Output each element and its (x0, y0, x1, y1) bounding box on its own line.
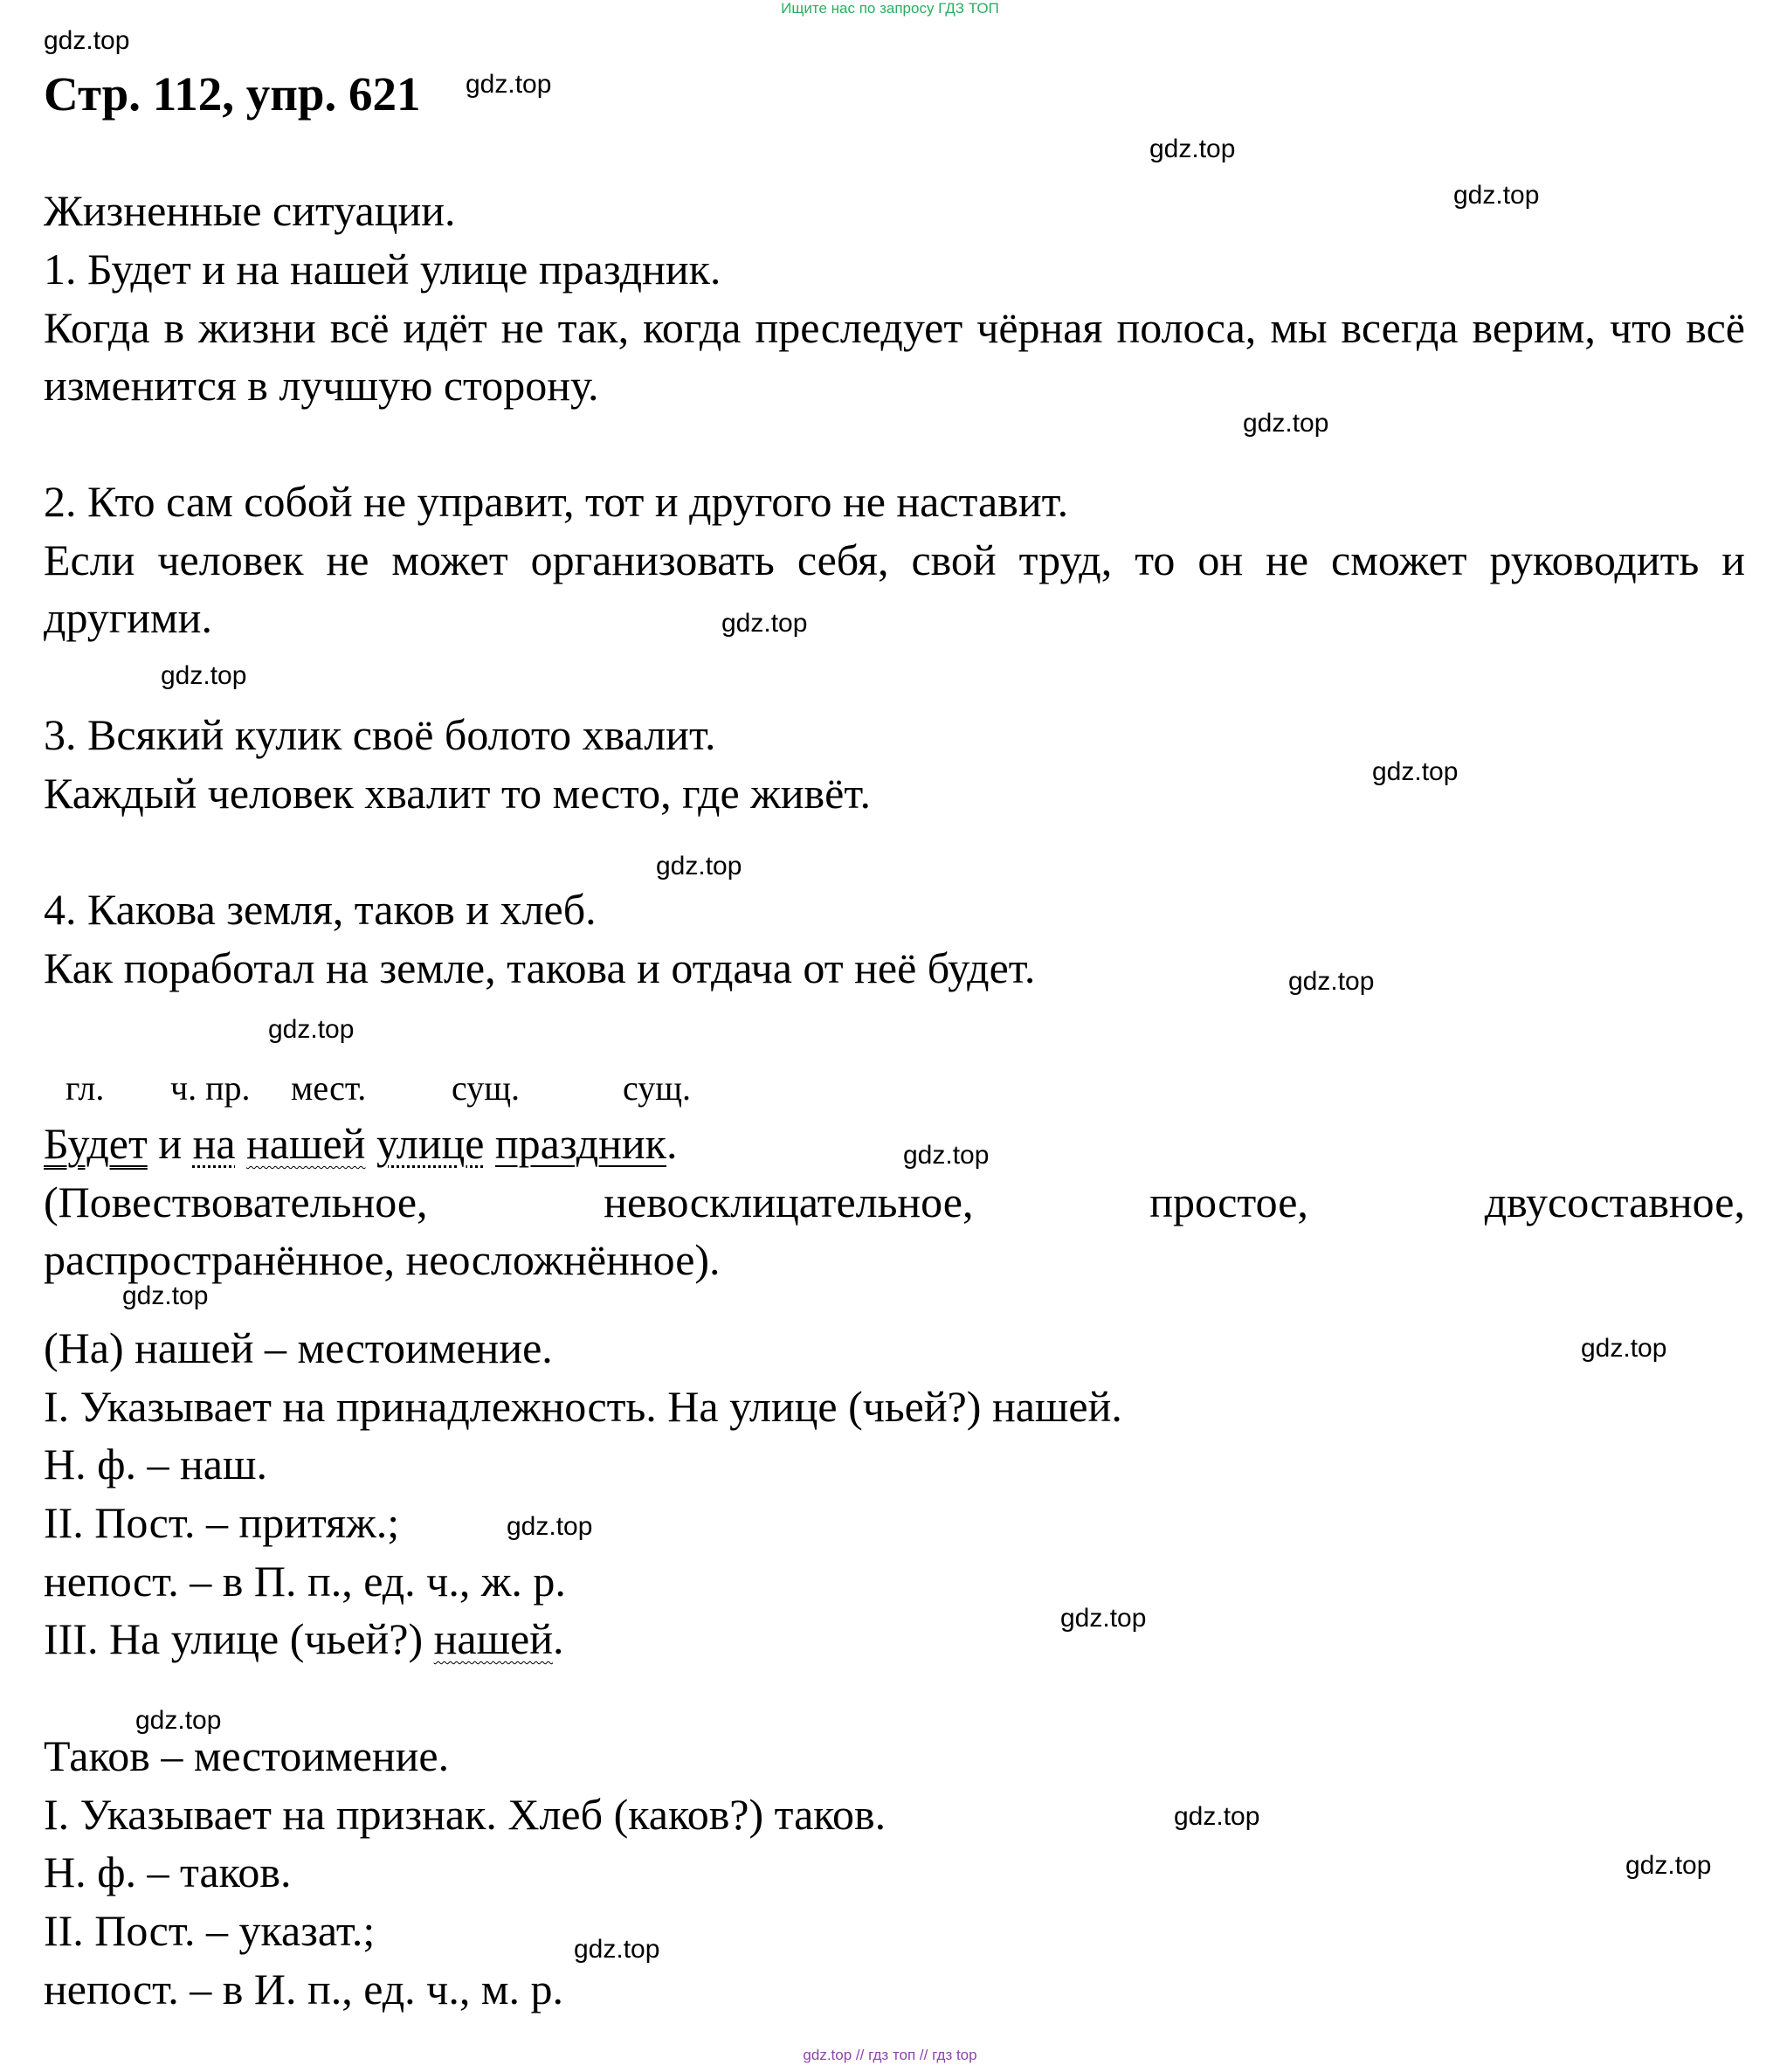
pos-label: сущ. (623, 1068, 692, 1108)
sentence-characteristic-line2: распространённое, неосложнённое). (44, 1235, 721, 1284)
proverb-title: 2. Кто сам собой не управит, тот и другого не наставит. (44, 477, 1069, 526)
watermark: gdz.top (1060, 1604, 1147, 1633)
pos-label: сущ. (452, 1068, 521, 1108)
circumstance-word: на (192, 1119, 236, 1168)
watermark: gdz.top (721, 609, 808, 638)
watermark: gdz.top (122, 1281, 209, 1310)
attribute-word: нашей (433, 1614, 554, 1663)
sentence-characteristic-line1: (Повествовательное, невосклицательное, простое, двусоставное, (44, 1178, 1745, 1226)
pronoun-analysis-line: непост. – в П. п., ед. ч., ж. р. (44, 1557, 566, 1606)
pronoun-analysis-line: II. Пост. – притяж.; (44, 1498, 400, 1547)
attribute-word: нашей (246, 1119, 366, 1168)
proverb-explanation: Когда в жизни всё идёт не так, когда преследует чёрная полоса, мы всегда верим, что всё изменится в лучшую сторону. (44, 303, 1745, 410)
watermark: gdz.top (466, 70, 552, 99)
watermark: gdz.top (507, 1512, 593, 1541)
watermark: gdz.top (574, 1935, 660, 1964)
pronoun-analysis-line: II. Пост. – указат.; (44, 1906, 376, 1955)
predicate-word: Будет (44, 1119, 148, 1168)
watermark: gdz.top (1625, 1851, 1712, 1880)
parsed-sentence: Будет и на нашей улице праздник. (44, 1119, 678, 1168)
circumstance-word: улице (376, 1119, 485, 1168)
proverb-explanation: Каждый человек хвалит то место, где живёт. (44, 769, 871, 818)
pronoun-analysis-title: (На) нашей – местоимение. (44, 1323, 553, 1372)
watermark: gdz.top (161, 661, 247, 690)
proverb-explanation: Как поработал на земле, такова и отдача от неё будет. (44, 943, 1036, 992)
pronoun-analysis-line: I. Указывает на признак. Хлеб (каков?) таков. (44, 1790, 887, 1839)
pos-label: ч. пр. (170, 1068, 251, 1108)
watermark: gdz.top (1581, 1334, 1667, 1363)
watermark: gdz.top (1288, 967, 1375, 996)
top-banner[interactable]: Ищите нас по запросу ГДЗ ТОП (781, 0, 999, 17)
watermark: gdz.top (1453, 181, 1540, 210)
watermark: gdz.top (44, 26, 130, 55)
pronoun-analysis-line: Н. ф. – наш. (44, 1440, 267, 1488)
proverb-explanation: Если человек не может организовать себя, свой труд, то он не сможет руководить и другими. (44, 535, 1745, 642)
bottom-banner[interactable]: gdz.top // гдз топ // гдз top (803, 2047, 977, 2063)
pos-label: мест. (291, 1068, 367, 1108)
watermark: gdz.top (903, 1141, 990, 1170)
page-title: Стр. 112, упр. 621 (44, 67, 421, 121)
pronoun-analysis-line: I. Указывает на принадлежность. На улице (чьей?) нашей. (44, 1382, 1122, 1431)
watermark: gdz.top (1149, 135, 1236, 163)
pos-label: гл. (66, 1068, 105, 1108)
sentence-space: и (147, 1119, 193, 1168)
pronoun-analysis-title: Таков – местоимение. (44, 1731, 450, 1780)
watermark: gdz.top (268, 1015, 355, 1044)
intro-text: Жизненные ситуации. (44, 186, 456, 235)
watermark: gdz.top (135, 1706, 222, 1735)
watermark: gdz.top (1372, 757, 1459, 786)
pronoun-analysis-line: III. На улице (чьей?) нашей. (44, 1614, 564, 1663)
pronoun-analysis-line: Н. ф. – таков. (44, 1848, 292, 1896)
proverb-title: 4. Какова земля, таков и хлеб. (44, 885, 597, 934)
watermark: gdz.top (656, 852, 742, 881)
proverb-title: 1. Будет и на нашей улице праздник. (44, 245, 721, 294)
watermark: gdz.top (1243, 409, 1329, 438)
pronoun-analysis-line: непост. – в И. п., ед. ч., м. р. (44, 1965, 563, 2013)
subject-word: праздник (494, 1119, 666, 1168)
proverb-title: 3. Всякий кулик своё болото хвалит. (44, 710, 716, 759)
watermark: gdz.top (1174, 1802, 1260, 1831)
